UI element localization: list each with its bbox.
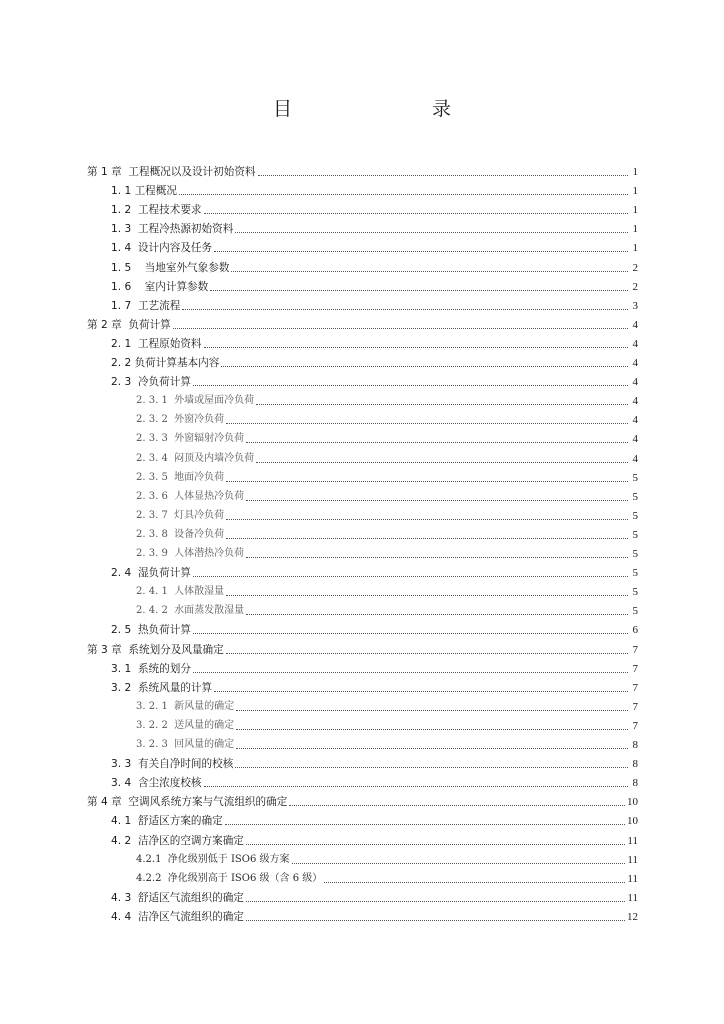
toc-entry-title: 第 3 章 系统划分及风量确定	[87, 643, 224, 656]
toc-entry	[0, 755, 638, 771]
toc-entry	[0, 201, 638, 217]
toc-leader-dots	[235, 767, 628, 768]
toc-entry-title: 2. 5 热负荷计算	[111, 624, 191, 637]
toc-entry	[0, 698, 638, 714]
toc-entry	[0, 660, 638, 676]
toc-leader-dots	[289, 805, 625, 806]
toc-leader-dots	[246, 500, 628, 501]
toc-entry	[0, 870, 638, 886]
toc-page-number: 10	[627, 815, 638, 828]
toc-entry	[0, 239, 638, 255]
toc-page-number: 4	[632, 376, 638, 389]
toc-entry-title: 1. 6 室内计算参数	[111, 280, 209, 293]
toc-entry-title: 3. 1 系统的划分	[111, 662, 191, 675]
toc-entry	[0, 220, 638, 236]
toc-leader-dots	[226, 481, 628, 482]
toc-entry-title: 1. 5 当地室外气象参数	[111, 261, 230, 274]
toc-entry-title: 3. 3 有关自净时间的校核	[111, 758, 234, 771]
toc-entry-title: 2. 3. 9 人体潜热冷负荷	[136, 548, 245, 559]
toc-entry	[0, 182, 638, 198]
toc-entry	[0, 163, 638, 179]
toc-entry	[0, 373, 638, 389]
toc-entry-title: 1. 2 工程技术要求	[111, 204, 202, 217]
toc-leader-dots	[226, 653, 628, 654]
toc-page-number: 12	[627, 910, 638, 923]
toc-entry-title: 4. 1 舒适区方案的确定	[111, 815, 223, 828]
toc-leader-dots	[193, 672, 628, 673]
toc-entry-title: 3. 2. 2 送风量的确定	[136, 719, 235, 731]
toc-page-number: 2	[632, 280, 638, 293]
toc-entry-title: 1. 3 工程冷热源初始资料	[111, 223, 234, 236]
toc-entry-title: 4.2.2 净化级别高于 ISO6 级（含 6 级）	[136, 872, 323, 884]
toc-entry-title: 2. 3. 1 外墙或屋面冷负荷	[136, 395, 255, 407]
toc-leader-dots	[204, 213, 628, 214]
toc-page-number: 7	[632, 700, 638, 713]
toc-entry	[0, 259, 638, 275]
toc-page-number: 5	[632, 509, 638, 522]
toc-entry	[0, 621, 638, 637]
toc-entry	[0, 717, 638, 733]
toc-page-number: 4	[632, 337, 638, 350]
toc-entry-title: 2. 3. 2 外窗冷负荷	[136, 414, 225, 426]
toc-page-number: 11	[627, 834, 638, 847]
toc-page-number: 11	[627, 853, 638, 866]
toc-entry-title: 2. 3. 3 外窗辐射冷负荷	[136, 433, 245, 445]
toc-entry	[0, 583, 638, 599]
toc-title: 目 录	[272, 98, 485, 120]
toc-page-number: 4	[632, 433, 638, 446]
toc-page-number: 5	[632, 605, 638, 618]
toc-page-number: 7	[632, 719, 638, 732]
toc-entry	[0, 392, 638, 408]
toc-page-number: 4	[632, 452, 638, 465]
toc-entry	[0, 469, 638, 485]
toc-leader-dots	[225, 824, 625, 825]
toc-page-number: 4	[632, 318, 638, 331]
toc-page-number: 4	[632, 414, 638, 427]
toc-entry-title: 2. 4 湿负荷计算	[111, 567, 191, 580]
toc-leader-dots	[235, 232, 628, 233]
toc-entry-title: 2. 1 工程原始资料	[111, 337, 202, 350]
toc-entry-title: 2. 3. 8 设备冷负荷	[136, 528, 225, 540]
toc-entry	[0, 908, 638, 924]
toc-page-number: 5	[632, 586, 638, 599]
toc-leader-dots	[246, 442, 628, 443]
toc-page-number: 8	[632, 758, 638, 771]
toc-page-number: 10	[627, 796, 638, 809]
toc-page-number: 7	[632, 662, 638, 675]
toc-page-number: 1	[632, 242, 638, 255]
toc-page-number: 11	[627, 872, 638, 885]
toc-page-number: 5	[632, 528, 638, 541]
toc-leader-dots	[246, 614, 628, 615]
toc-entry-title: 第 2 章 负荷计算	[87, 318, 171, 331]
toc-leader-dots	[179, 194, 628, 195]
toc-entry	[0, 545, 638, 561]
toc-page-number: 4	[632, 395, 638, 408]
toc-entry-title: 4. 4 洁净区气流组织的确定	[111, 910, 244, 923]
toc-page-number: 11	[627, 891, 638, 904]
toc-leader-dots	[256, 404, 628, 405]
toc-page-number: 5	[632, 548, 638, 560]
toc-entry	[0, 297, 638, 313]
toc-leader-dots	[246, 901, 626, 902]
toc-page-number: 1	[632, 204, 638, 217]
toc-leader-dots	[226, 595, 628, 596]
toc-entry-title: 1. 1 工程概况	[111, 185, 177, 198]
toc-entry-title: 3. 2. 1 新风量的确定	[136, 700, 235, 712]
toc-page-number: 5	[632, 567, 638, 580]
toc-entry	[0, 832, 638, 848]
toc-page-number: 8	[632, 777, 638, 790]
toc-entry-title: 3. 2. 3 回风量的确定	[136, 739, 235, 750]
toc-page-number: 1	[632, 223, 638, 236]
toc-entry	[0, 430, 638, 446]
toc-leader-dots	[292, 863, 626, 864]
toc-entry	[0, 641, 638, 657]
toc-entry-title: 2. 3. 4 闷顶及内墙冷负荷	[136, 452, 255, 464]
toc-entry-title: 2. 3. 5 地面冷负荷	[136, 471, 225, 483]
toc-leader-dots	[246, 844, 626, 845]
toc-entry-title: 2. 3. 7 灯具冷负荷	[136, 509, 225, 521]
toc-entry-title: 第 4 章 空调风系统方案与气流组织的确定	[87, 796, 288, 809]
toc-entry-title: 1. 4 设计内容及任务	[111, 242, 213, 255]
toc-page-number: 5	[632, 471, 638, 484]
toc-leader-dots	[193, 633, 628, 634]
toc-leader-dots	[193, 576, 628, 577]
toc-entry	[0, 278, 638, 294]
toc-entry-title: 4.2.1 净化级别低于 ISO6 级方案	[136, 853, 290, 865]
toc-entry	[0, 736, 638, 752]
toc-entry	[0, 411, 638, 427]
toc-entry	[0, 564, 638, 580]
toc-entry	[0, 812, 638, 828]
toc-entry-title: 4. 2 洁净区的空调方案确定	[111, 834, 244, 847]
toc-page-number: 1	[632, 185, 638, 198]
toc-leader-dots	[236, 729, 628, 730]
toc-entry-title: 4. 3 舒适区气流组织的确定	[111, 891, 244, 904]
toc-entry	[0, 851, 638, 867]
toc-entry-title: 2. 2 负荷计算基本内容	[111, 357, 220, 369]
toc-leader-dots	[193, 385, 628, 386]
toc-leader-dots	[246, 557, 628, 558]
toc-leader-dots	[204, 347, 628, 348]
toc-entry	[0, 526, 638, 542]
toc-page-number: 5	[632, 490, 638, 503]
toc-page-number: 2	[632, 261, 638, 274]
toc-entry	[0, 679, 638, 695]
toc-page-number: 6	[632, 624, 638, 637]
toc-leader-dots	[231, 271, 628, 272]
toc-entry	[0, 488, 638, 504]
toc-entry	[0, 507, 638, 523]
toc-leader-dots	[226, 519, 628, 520]
toc-leader-dots	[226, 423, 628, 424]
toc-page-number: 7	[632, 681, 638, 694]
toc-entry	[0, 354, 638, 370]
toc-leader-dots	[236, 710, 628, 711]
toc-page-number: 7	[632, 643, 638, 656]
toc-leader-dots	[214, 251, 628, 252]
toc-entry-title: 2. 3 冷负荷计算	[111, 376, 191, 389]
toc-leader-dots	[221, 366, 628, 367]
toc-entry-title: 3. 2 系统风量的计算	[111, 681, 213, 694]
toc-entry-title: 3. 4 含尘浓度校核	[111, 777, 202, 790]
toc-entry	[0, 316, 638, 332]
toc-entry-title: 2. 3. 6 人体显热冷负荷	[136, 490, 245, 502]
toc-entry-title: 第 1 章 工程概况以及设计初始资料	[87, 166, 256, 178]
toc-leader-dots	[182, 309, 628, 310]
toc-leader-dots	[246, 920, 625, 921]
toc-page-number: 1	[632, 166, 638, 178]
toc-entry	[0, 335, 638, 351]
toc-leader-dots	[236, 748, 628, 749]
toc-entry-title: 2. 4. 2 水面蒸发散湿量	[136, 605, 245, 617]
toc-entry	[0, 774, 638, 790]
toc-entry-title: 2. 4. 1 人体散湿量	[136, 586, 225, 598]
toc-entry	[0, 602, 638, 618]
toc-leader-dots	[204, 786, 628, 787]
toc-leader-dots	[214, 691, 628, 692]
toc-page-number: 3	[632, 299, 638, 312]
toc-page-number: 8	[632, 739, 638, 751]
toc-entry	[0, 450, 638, 466]
toc-entry-title: 1. 7 工艺流程	[111, 299, 181, 312]
toc-leader-dots	[324, 882, 625, 883]
toc-leader-dots	[210, 290, 628, 291]
toc-leader-dots	[256, 462, 628, 463]
toc-page-number: 4	[632, 357, 638, 369]
toc-entry	[0, 889, 638, 905]
toc-leader-dots	[226, 538, 628, 539]
toc-leader-dots	[173, 328, 628, 329]
toc-leader-dots	[258, 175, 628, 176]
toc-entry	[0, 793, 638, 809]
